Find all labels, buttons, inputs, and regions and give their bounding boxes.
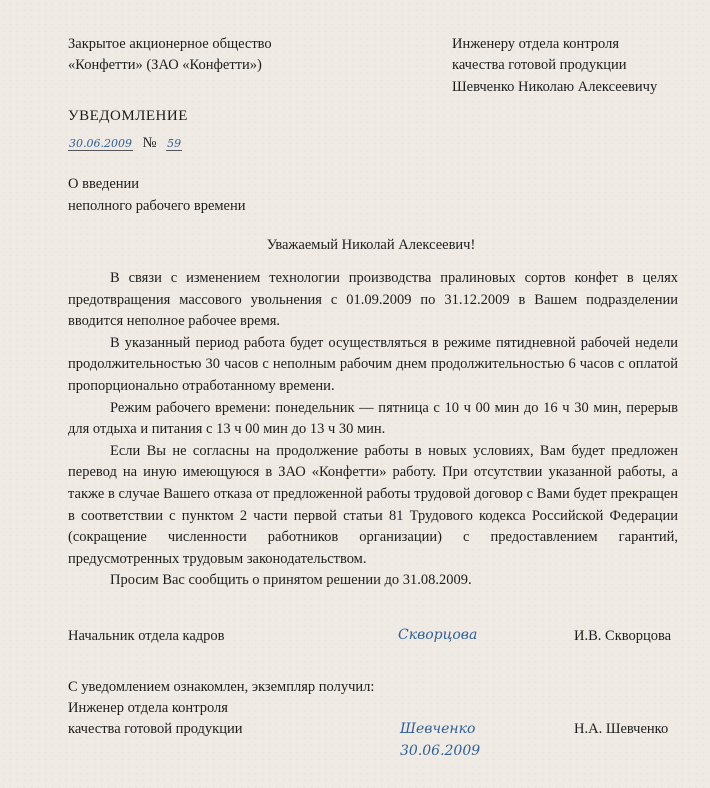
body-text — [68, 268, 678, 592]
acknowledgement-line-3: качества готовой продукции — [68, 721, 243, 737]
sender-line-2: «Конфетти» (ЗАО «Конфетти») — [68, 57, 262, 73]
registration-date: 30.06.2009 — [69, 137, 132, 150]
addressee-line-2: качества готовой продукции — [452, 57, 627, 73]
signer-position: Начальник отдела кадров — [68, 628, 225, 644]
registration-number: 59 — [167, 137, 182, 150]
subject-line-2: неполного рабочего времени — [68, 198, 246, 214]
greeting: Уважаемый Николай Алексеевич! — [266, 237, 476, 253]
signer-handwritten-signature: Скворцова — [398, 627, 478, 643]
paragraph-5: Просим Вас сообщить о принятом решении до 31.08.2009. — [110, 572, 472, 589]
document-title: УВЕДОМЛЕНИЕ — [68, 108, 188, 124]
paragraph-1: В связи с изменением технологии производства пралиновых сортов конфет в целях предотвращения массового увольнения с 01.09.2009 по 31.12.2009 в Вашем подразделении вводится неполное рабочее время. — [68, 270, 678, 330]
acknowledgement-handwritten-date: 30.06.2009 — [400, 743, 481, 759]
subject-line-1: О введении — [68, 176, 140, 192]
registration-line — [68, 133, 182, 154]
paragraph-2: В указанный период работа будет осуществляться в режиме пятидневной рабочей недели продолжительностью 30 часов с неполным рабочим днем продолжительностью 6 часов с оплатой пропорционально отработанному времени. — [68, 334, 678, 394]
number-sign: № — [142, 135, 157, 151]
addressee-line-3: Шевченко Николаю Алексеевичу — [452, 79, 658, 95]
paragraph-4: Если Вы не согласны на продолжение работы в новых условиях, Вам будет предложен перевод на иную имеющуюся в ЗАО «Конфетти» работу. При отсутствии указанной работы, а также в случае Вашего отказа от предложенной работы трудовой договор с Вами будет прекращен в соответствии с пунктом 2 части первой статьи 81 Трудового кодекса Российской Федерации (сокращение численности работников организации) с предоставлением гарантий, предусмотренных трудовым законодательством. — [68, 442, 678, 567]
acknowledgement-name: Н.А. Шевченко — [574, 721, 669, 737]
acknowledgement-line-2: Инженер отдела контроля — [68, 700, 228, 716]
acknowledgement-line-1: С уведомлением ознакомлен, экземпляр получил: — [68, 679, 375, 695]
addressee-line-1: Инженеру отдела контроля — [452, 36, 619, 52]
signer-name: И.В. Скворцова — [574, 628, 672, 644]
acknowledgement-handwritten-signature: Шевченко — [400, 721, 476, 737]
paragraph-3: Режим рабочего времени: понедельник — пятница с 10 ч 00 мин до 16 ч 30 мин, перерыв для отдыха и питания с 13 ч 00 мин до 13 ч 30 мин. — [68, 399, 678, 438]
sender-line-1: Закрытое акционерное общество — [68, 36, 272, 52]
